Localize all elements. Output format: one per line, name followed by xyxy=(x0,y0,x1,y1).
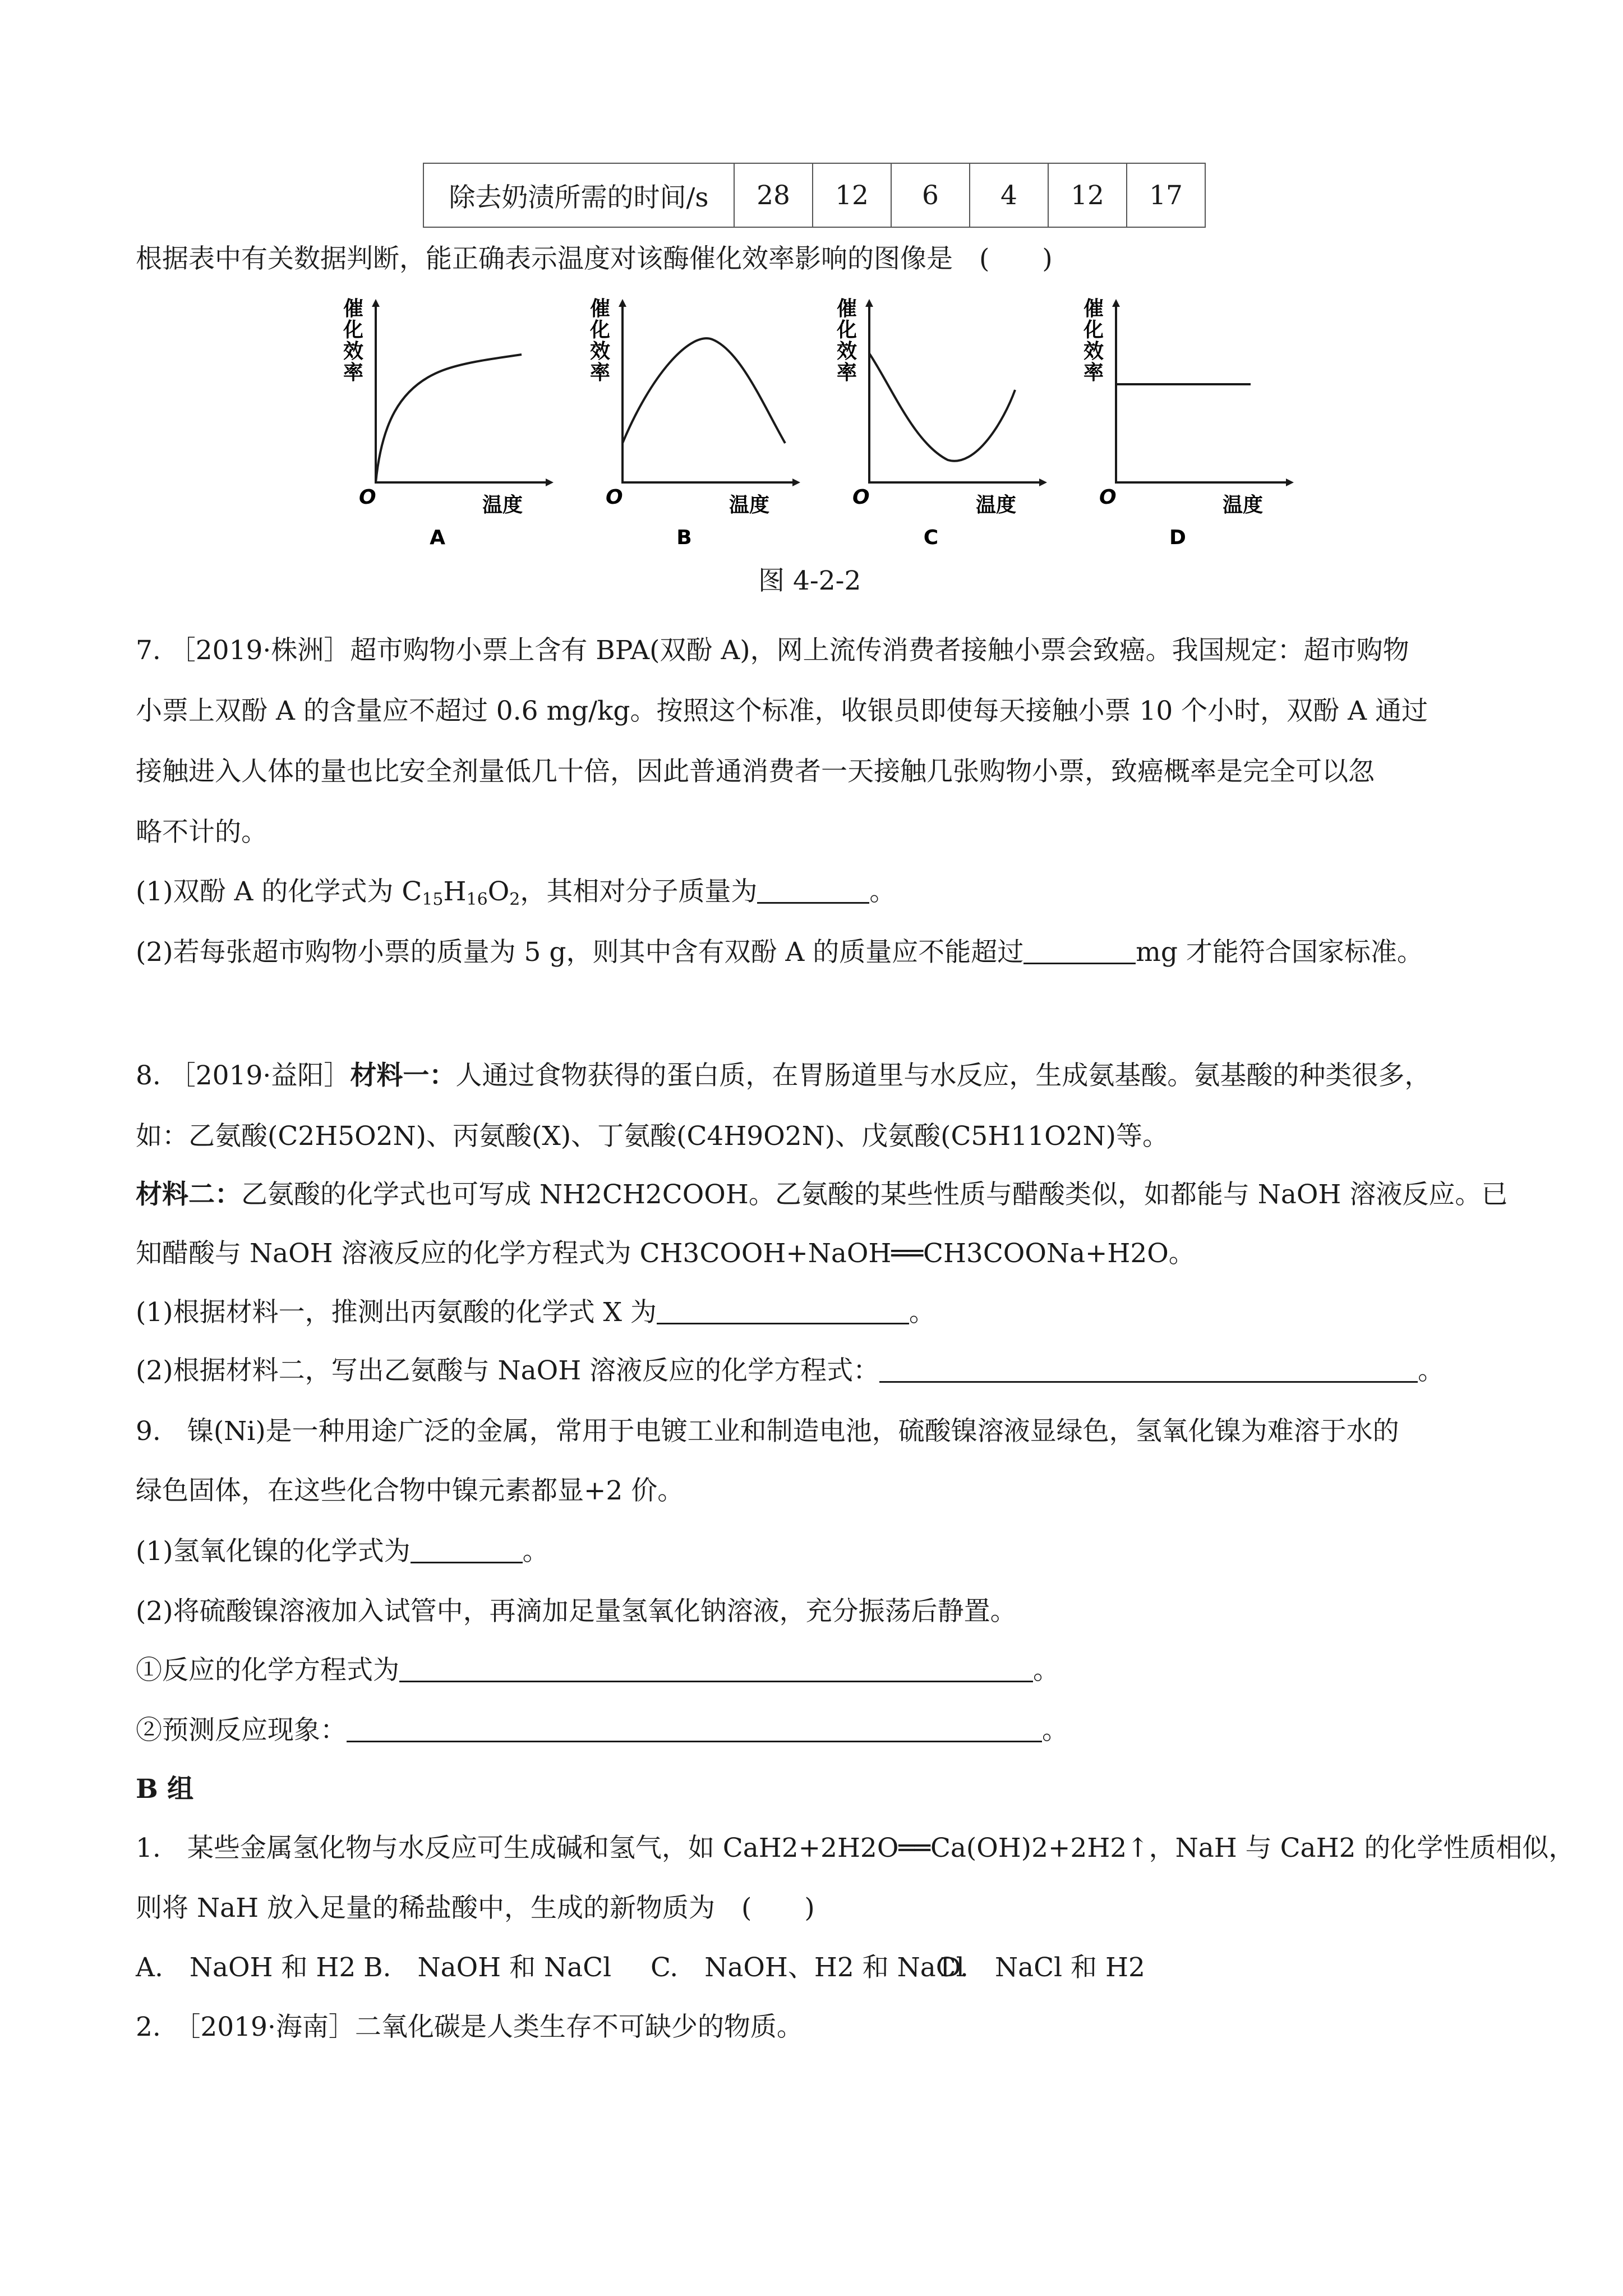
option-c[interactable]: C. NaOH、H2 和 NaCl xyxy=(651,1952,965,1983)
question-7-line-4: 略不计的。 xyxy=(136,817,268,848)
y-axis-label-char: 化 xyxy=(1083,319,1104,342)
y-axis-label-char: 化 xyxy=(589,319,611,342)
answer-blank[interactable] xyxy=(347,1716,1042,1742)
question-8-sub-2: (2)根据材料二，写出乙氨酸与 NaOH 溶液反应的化学方程式： 。 xyxy=(136,1355,1445,1386)
graph-B xyxy=(589,297,796,549)
answer-blank[interactable] xyxy=(879,1356,1418,1383)
question-9-sub-1: (1)氢氧化镍的化学式为 。 xyxy=(136,1536,549,1567)
efficiency-curve xyxy=(869,353,1015,461)
question-8-line-1: 8. ［2019·益阳］材料一：人通过食物获得的蛋白质，在胃肠道里与水反应，生成氨基酸。氨基酸的种类很多， xyxy=(136,1060,1431,1091)
answer-blank[interactable] xyxy=(399,1656,1033,1682)
table-header-cell: 除去奶渍所需的时间/s xyxy=(423,163,734,227)
answer-blank[interactable] xyxy=(757,877,869,904)
question-9-line-1: 9. 镍(Ni)是一种用途广泛的金属，常用于电镀工业和制造电池，硫酸镍溶液显绿色，氢氧化镍为难溶于水的 xyxy=(136,1416,1399,1447)
group-b-q2: 2. ［2019·海南］二氧化碳是人类生存不可缺少的物质。 xyxy=(136,2012,803,2042)
y-axis-label-char: 率 xyxy=(1083,361,1104,384)
y-axis-label-char: 率 xyxy=(836,361,857,384)
figure-caption: 图 4-2-2 xyxy=(758,565,861,596)
y-axis-label-char: 效 xyxy=(1083,340,1104,363)
graph-A xyxy=(343,297,550,549)
table-cell: 4 xyxy=(970,163,1048,227)
group-b-q1-line-1: 1. 某些金属氢化物与水反应可生成碱和氢气，如 CaH2+2H2O══Ca(OH)2+2H2↑，NaH 与 CaH2 的化学性质相似， xyxy=(136,1833,1575,1864)
table-cell: 17 xyxy=(1127,163,1205,227)
answer-blank[interactable] xyxy=(411,1537,523,1563)
option-a[interactable]: A. NaOH 和 H2 xyxy=(136,1952,356,1983)
graph-D xyxy=(1083,297,1290,549)
group-b-title: B 组 xyxy=(136,1774,194,1805)
efficiency-curve xyxy=(623,338,785,443)
graph-letter: A xyxy=(430,526,445,549)
table-cell: 6 xyxy=(891,163,970,227)
question-6-stem: 根据表中有关数据判断，能正确表示温度对该酶催化效率影响的图像是 ( ) xyxy=(136,243,1053,274)
origin-label: O xyxy=(606,486,623,509)
x-axis-label: 温度 xyxy=(976,494,1017,517)
question-7-sub-1: (1)双酚 A 的化学式为 $C_{15}H_{16}O_2$，其相对分子质量为 。 xyxy=(136,876,896,909)
y-axis-label-char: 化 xyxy=(836,319,857,342)
answer-blank[interactable] xyxy=(1023,938,1136,964)
y-axis-label-char: 率 xyxy=(589,361,611,384)
question-8-sub-1: (1)根据材料一，推测出丙氨酸的化学式 X 为 。 xyxy=(136,1297,935,1328)
origin-label: O xyxy=(1099,486,1117,509)
graph-C xyxy=(836,297,1043,549)
y-axis-label-char: 催 xyxy=(836,297,857,320)
question-9-sub-2b: ②预测反应现象： 。 xyxy=(136,1715,1068,1746)
y-axis-label-char: 率 xyxy=(343,361,364,384)
y-axis-label-char: 催 xyxy=(589,297,611,320)
question-8-line-2: 如：乙氨酸(C2H5O2N)、丙氨酸(X)、丁氨酸(C4H9O2N)、戊氨酸(C5H11O2N)等。 xyxy=(136,1121,1169,1152)
table-cell: 28 xyxy=(734,163,813,227)
question-7-line-2: 小票上双酚 A 的含量应不超过 0.6 mg/kg。按照这个标准，收银员即使每天接触小票 10 个小时，双酚 A 通过 xyxy=(136,696,1428,726)
enzyme-efficiency-graphs xyxy=(314,292,1335,555)
option-d[interactable]: D. NaCl 和 H2 xyxy=(940,1952,1145,1983)
question-9-sub-2: (2)将硫酸镍溶液加入试管中，再滴加足量氢氧化钠溶液，充分振荡后静置。 xyxy=(136,1596,1017,1627)
group-b-q1-line-2: 则将 NaH 放入足量的稀盐酸中，生成的新物质为 ( ) xyxy=(136,1893,815,1924)
graph-letter: D xyxy=(1169,526,1186,549)
table-row xyxy=(423,163,1205,227)
y-axis-label-char: 催 xyxy=(343,297,364,320)
enzyme-time-table xyxy=(423,163,1206,228)
question-7-line-3: 接触进入人体的量也比安全剂量低几十倍，因此普通消费者一天接触几张购物小票，致癌概率是完全可以忽 xyxy=(136,756,1375,787)
x-axis-label: 温度 xyxy=(1223,494,1264,517)
question-7-sub-2: (2)若每张超市购物小票的质量为 5 g，则其中含有双酚 A 的质量应不能超过 mg 才能符合国家标准。 xyxy=(136,937,1423,968)
x-axis-label: 温度 xyxy=(482,494,523,517)
table-cell: 12 xyxy=(1048,163,1127,227)
table-cell: 12 xyxy=(813,163,891,227)
efficiency-curve xyxy=(376,355,522,482)
x-axis-label: 温度 xyxy=(729,494,770,517)
y-axis-label-char: 催 xyxy=(1083,297,1104,320)
question-8-line-3: 材料二：乙氨酸的化学式也可写成 NH2CH2COOH。乙氨酸的某些性质与醋酸类似，如都能与 NaOH 溶液反应。已 xyxy=(136,1179,1508,1210)
option-b[interactable]: B. NaOH 和 NaCl xyxy=(363,1952,612,1983)
y-axis-label-char: 效 xyxy=(343,340,364,363)
origin-label: O xyxy=(359,486,376,509)
y-axis-label-char: 效 xyxy=(589,340,611,363)
graph-letter: C xyxy=(923,526,939,549)
y-axis-label-char: 化 xyxy=(343,319,364,342)
y-axis-label-char: 效 xyxy=(836,340,857,363)
question-9-line-2: 绿色固体，在这些化合物中镍元素都显+2 价。 xyxy=(136,1475,684,1506)
origin-label: O xyxy=(852,486,870,509)
question-7-line-1: 7. ［2019·株洲］超市购物小票上含有 BPA(双酚 A)，网上流传消费者接触小票会致癌。我国规定：超市购物 xyxy=(136,635,1409,666)
question-9-sub-2a: ①反应的化学方程式为 。 xyxy=(136,1655,1059,1686)
question-8-line-4: 知醋酸与 NaOH 溶液反应的化学方程式为 CH3COOH+NaOH══CH3COONa+H2O。 xyxy=(136,1238,1195,1269)
graph-letter: B xyxy=(676,526,692,549)
answer-blank[interactable] xyxy=(657,1298,909,1324)
